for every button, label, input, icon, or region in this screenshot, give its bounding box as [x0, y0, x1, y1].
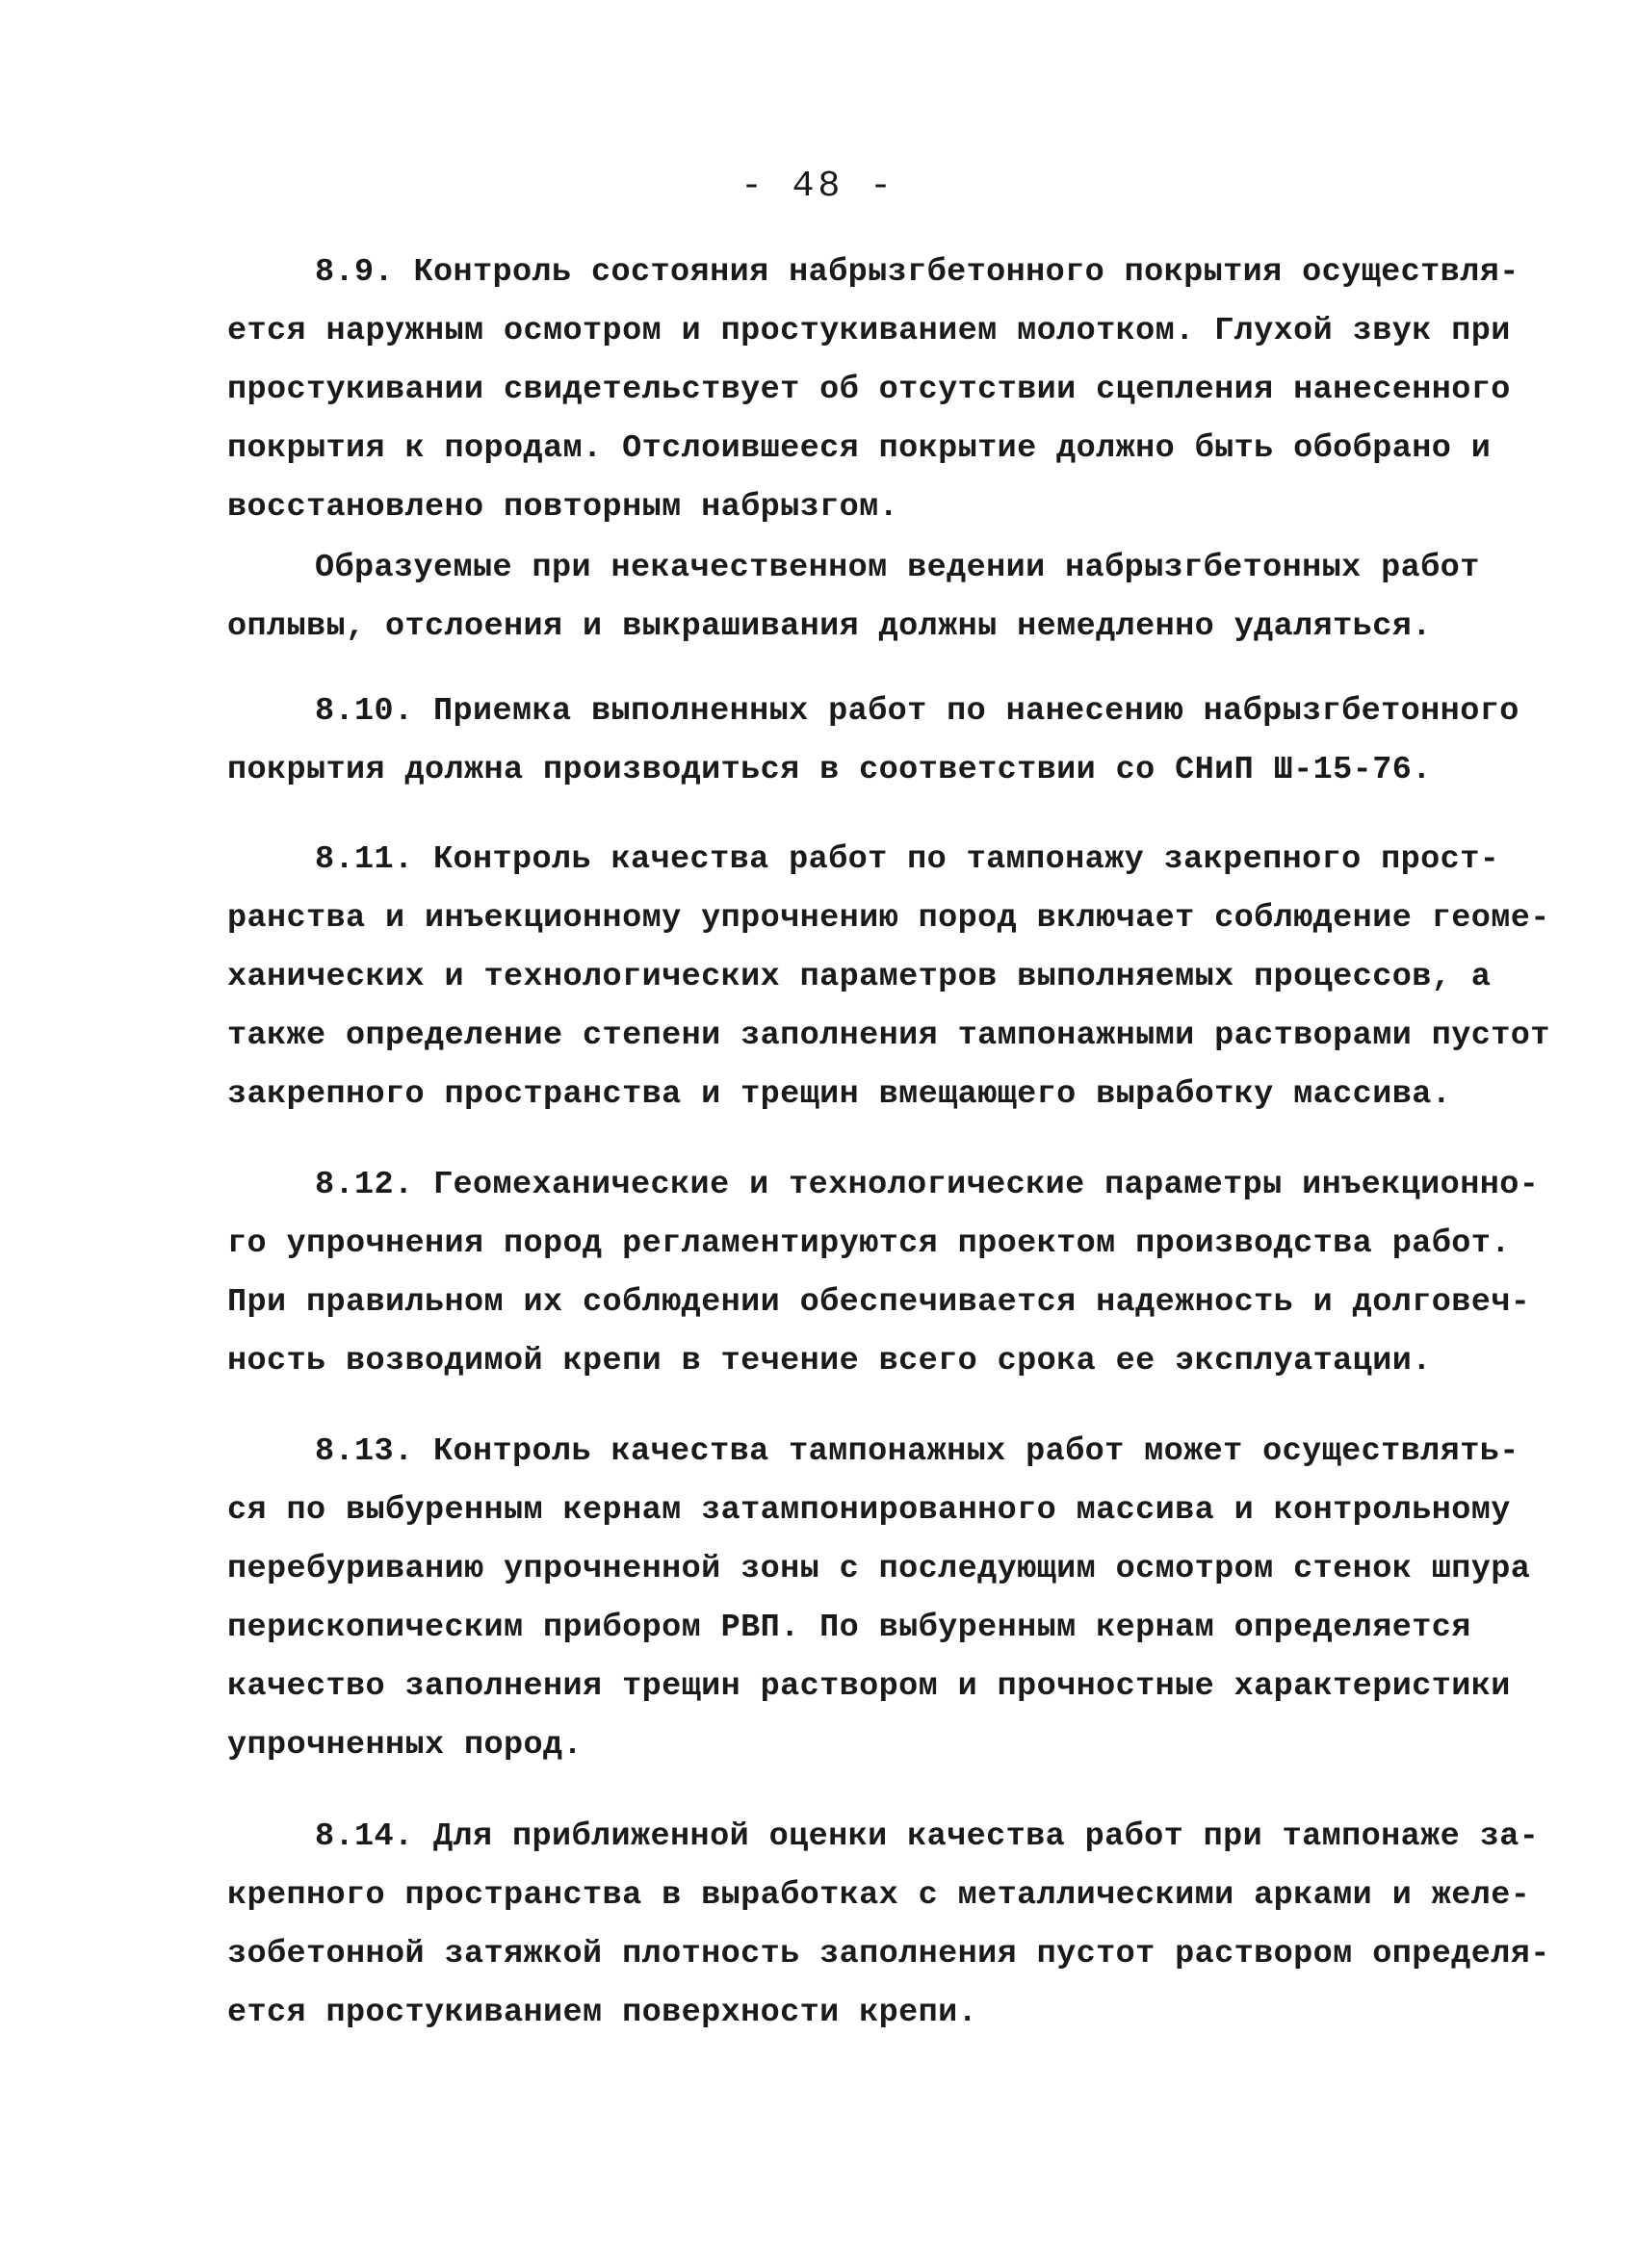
- paragraph-8-9b-line: Образуемые при некачественном ведении набрызгбетонных работ: [315, 550, 1480, 586]
- paragraph-8-9-line: ется наружным осмотром и простукиванием молотком. Глухой звук при: [227, 313, 1511, 349]
- paragraph-8-12-line: го упрочнения пород регламентируются проектом производства работ.: [227, 1225, 1511, 1262]
- paragraph-8-11-line: также определение степени заполнения тампонажными растворами пустот: [227, 1018, 1550, 1054]
- paragraph-8-11-line: 8.11. Контроль качества работ по тампонажу закрепного прост-: [315, 841, 1500, 878]
- paragraph-8-9-line: 8.9. Контроль состояния набрызгбетонного покрытия осуществля-: [315, 254, 1519, 291]
- paragraph-8-12-line: 8.12. Геомеханические и технологические параметры инъекционно-: [315, 1167, 1540, 1203]
- paragraph-8-14-line: зобетонной затяжкой плотность заполнения пустот раствором определя-: [227, 1936, 1550, 1972]
- paragraph-8-9-line: покрытия к породам. Отслоившееся покрытие должно быть обобрано и: [227, 430, 1492, 467]
- paragraph-8-11-line: ранства и инъекционному упрочнению пород включает соблюдение геоме-: [227, 900, 1550, 937]
- paragraph-8-13-line: ся по выбуренным кернам затампонированного массива и контрольному: [227, 1492, 1511, 1529]
- page-number: - 48 -: [740, 166, 896, 207]
- paragraph-8-14-line: ется простукиванием поверхности крепи.: [227, 1995, 978, 2031]
- paragraph-8-13-line: упрочненных пород.: [227, 1727, 584, 1764]
- paragraph-8-14-line: 8.14. Для приближенной оценки качества работ при тампонаже за-: [315, 1818, 1540, 1855]
- paragraph-8-13-line: перископическим прибором РВП. По выбуренным кернам определяется: [227, 1610, 1471, 1646]
- paragraph-8-13-line: качество заполнения трещин раствором и прочностные характеристики: [227, 1668, 1511, 1705]
- paragraph-8-11-line: ханических и технологических параметров выполняемых процессов, а: [227, 959, 1492, 995]
- paragraph-8-14-line: крепного пространства в выработках с металлическими арками и желе-: [227, 1877, 1531, 1914]
- paragraph-8-10-line: покрытия должна производиться в соответствии со СНиП Ш-15-76.: [227, 752, 1432, 788]
- paragraph-8-9b-line: оплывы, отслоения и выкрашивания должны немедленно удаляться.: [227, 608, 1432, 645]
- paragraph-8-11-line: закрепного пространства и трещин вмещающего выработку массива.: [227, 1076, 1452, 1113]
- paragraph-8-9-line: восстановлено повторным набрызгом.: [227, 489, 899, 526]
- paragraph-8-12-line: ность возводимой крепи в течение всего срока ее эксплуатации.: [227, 1343, 1432, 1379]
- paragraph-8-13-line: перебуриванию упрочненной зоны с последующим осмотром стенок шпура: [227, 1551, 1531, 1587]
- paragraph-8-13-line: 8.13. Контроль качества тампонажных работ может осуществлять-: [315, 1433, 1519, 1470]
- paragraph-8-10-line: 8.10. Приемка выполненных работ по нанесению набрызгбетонного: [315, 693, 1519, 730]
- paragraph-8-9-line: простукивании свидетельствует об отсутствии сцепления нанесенного: [227, 372, 1511, 408]
- paragraph-8-12-line: При правильном их соблюдении обеспечивается надежность и долговеч-: [227, 1284, 1531, 1321]
